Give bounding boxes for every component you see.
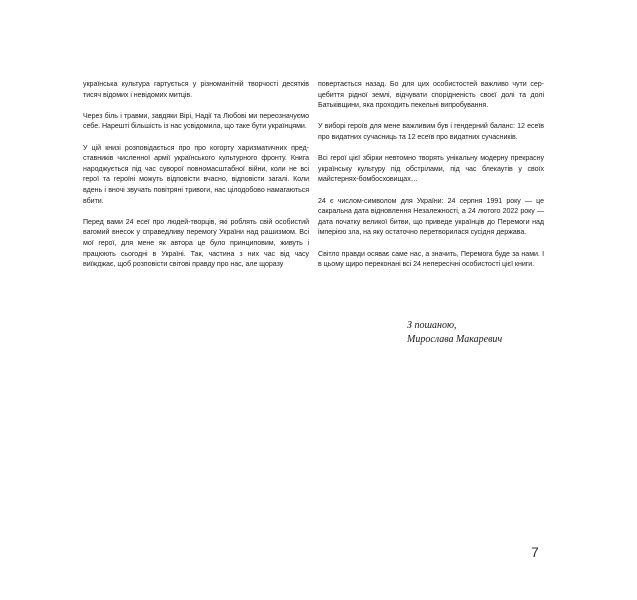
signature-greeting: З пошаною, (407, 320, 457, 331)
paragraph: Перед вами 24 есеї про людей-творців, які роблять свій особистий вагомий внесок у справедливу перемогу України над рашизмом. Всі мої герої, для мене як автора це було принциповим, живуть і працюють сьогодні в Україні. Так, частина з них час від часу виїжджає, щоб розповісти світові правду про нас, але щоразу (83, 217, 309, 269)
right-text-column (318, 79, 544, 280)
paragraph: українська культура гартується у різноманітній творчості десятків тисяч відомих і невідомих митців. (83, 80, 309, 99)
paragraph: 24 є числом-символом для України: 24 серпня 1991 року — це сакральна дата відновлення Незалежності, а 24 лютого 2022 року — дата початку великої битви, що приведе українців до Перемоги над імперією зла, на яку остаточно перетворилася сусідня держава. (318, 196, 544, 237)
paragraph: Світло правди осяває саме нас, а значить, Перемога буде за нами. І в цьому щиро переконані всі 24 непересічні особистості цієї книги. (318, 249, 544, 269)
paragraph: У виборі героїв для мене важливим був і гендерний баланс: 12 есеїв про видатних сучасниць та 12 есеїв про видатних сучасників. (318, 122, 544, 141)
paragraph: Всі герої цієї збірки невтомно творять унікальну модерну прекрасну українську культуру під обстрілами, під час блекаутів у своїх майстернях-бомбосховищах… (318, 154, 544, 184)
paragraph: Через біль і травми, завдяки Вірі, Надії та Любові ми переозначуємо себе. Нарешті більшість із нас усвідомила, що таке бути українцями. (83, 111, 309, 131)
left-text-column (83, 79, 309, 280)
author-signature (407, 319, 502, 347)
paragraph: повертається назад. Бо для цих особистостей важливо чути серцебиття рідної землі, відчувати спорідненість своєї долі та долі Батьківщини, яка проходить пекельні випробування. (318, 80, 544, 110)
signature-author-name: Мирослава Макаревич (407, 334, 503, 345)
paragraph: У цій книзі розповідається про про когорту харизматичних представників численної армії українського культурного фронту. Книга народжується під час суворої повномасштабної війни, коли не всі герої та героїні можуть відповісти вчасно, відповісти загалі. Коли вдень і вночі звучать повітряні тривоги, нас цілодобово намагаються вбити. (83, 143, 309, 205)
page-number: 7 (531, 544, 539, 560)
